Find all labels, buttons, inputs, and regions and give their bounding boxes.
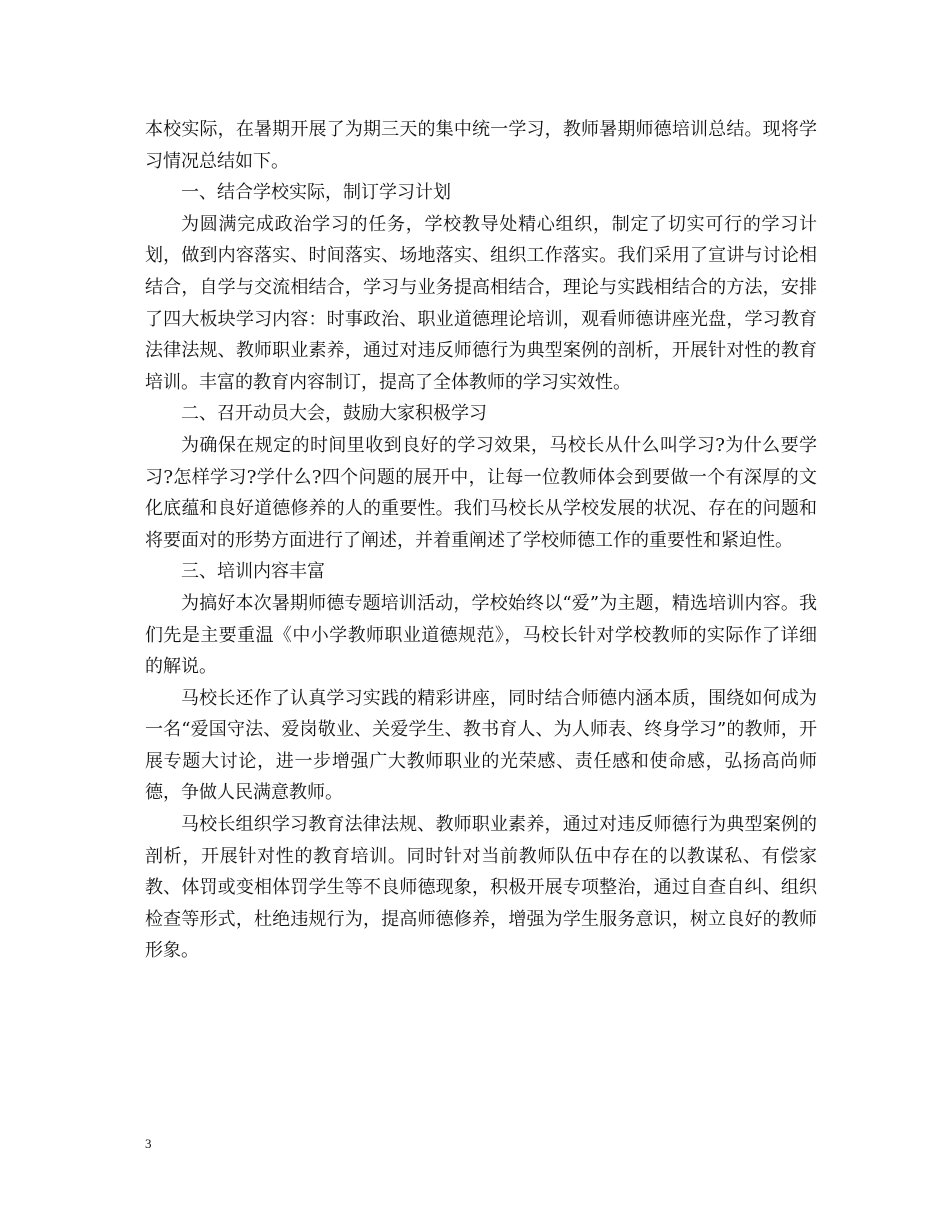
- document-body: [145, 114, 817, 967]
- paragraph-3: 为确保在规定的时间里收到良好的学习效果，马校长从什么叫学习?为什么要学习?怎样学习?学什么?四个问题的展开中，让每一位教师体会到要做一个有深厚的文化底蕴和良好道德修养的人的重要性。我们马校长从学校发展的状况、存在的问题和将要面对的形势方面进行了阐述，并着重阐述了学校师德工作的重要性和紧迫性。: [145, 434, 817, 551]
- paragraph-6: 马校长组织学习教育法律法规、教师职业素养，通过对违反师德行为典型案例的剖析，开展针对性的教育培训。同时针对当前教师队伍中存在的以教谋私、有偿家教、体罚或变相体罚学生等不良师德现象，积极开展专项整治，通过自查自纠、组织检查等形式，杜绝违规行为，提高师德修养，增强为学生服务意识，树立良好的教师形象。: [145, 814, 817, 962]
- section-heading-2: 二、召开动员大会，鼓励大家积极学习: [181, 403, 487, 425]
- paragraph-5: 马校长还作了认真学习实践的精彩讲座，同时结合师德内涵本质，围绕如何成为一名“爱国守法、爱岗敬业、关爱学生、教书育人、为人师表、终身学习”的教师，开展专题大讨论，进一步增强广大教师职业的光荣感、责任感和使命感，弘扬高尚师德，争做人民满意教师。: [145, 687, 817, 804]
- page-number: 3: [145, 1136, 152, 1151]
- section-heading-1: 一、结合学校实际，制订学习计划: [181, 182, 451, 204]
- paragraph-1: 本校实际，在暑期开展了为期三天的集中统一学习，教师暑期师德培训总结。现将学习情况总结如下。: [145, 119, 817, 172]
- paragraph-4: 为搞好本次暑期师德专题培训活动，学校始终以“爱”为主题，精选培训内容。我们先是主要重温《中小学教师职业道德规范》，马校长针对学校教师的实际作了详细的解说。: [145, 592, 817, 678]
- paragraph-2: 为圆满完成政治学习的任务，学校教导处精心组织，制定了切实可行的学习计划，做到内容落实、时间落实、场地落实、组织工作落实。我们采用了宣讲与讨论相结合，自学与交流相结合，学习与业务提高相结合，理论与实践相结合的方法，安排了四大板块学习内容：时事政治、职业道德理论培训，观看师德讲座光盘，学习教育法律法规、教师职业素养，通过对违反师德行为典型案例的剖析，开展针对性的教育培训。丰富的教育内容制订，提高了全体教师的学习实效性。: [145, 213, 817, 393]
- section-heading-3: 三、培训内容丰富: [181, 561, 325, 583]
